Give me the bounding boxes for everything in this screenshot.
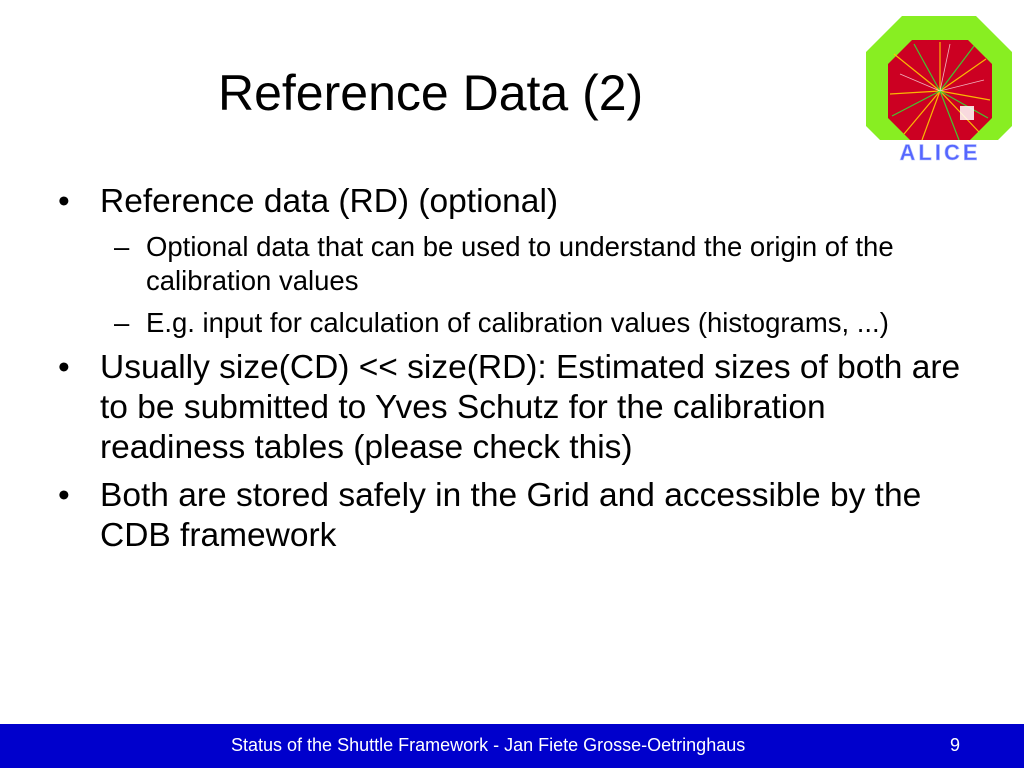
sub-bullet-marker: –	[114, 231, 130, 262]
alice-logo-lettering: ALICE	[899, 140, 981, 162]
sub-bullet-marker: –	[114, 307, 130, 338]
sub-bullet-input-example	[58, 306, 978, 340]
bullet-sizes: • Usually size(CD) << size(RD): Estimated sizes of both are to be submitted to Yves Schutz for the calibration readiness tables (please check this)	[58, 348, 978, 468]
page-number: 9	[950, 735, 961, 755]
footer-text: Status of the Shuttle Framework - Jan Fiete Grosse-Oetringhaus	[231, 735, 746, 755]
slide-title: Reference Data (2)	[218, 65, 644, 121]
slide-content	[58, 182, 978, 564]
sub-bullet-optional-data	[58, 230, 978, 298]
sub-bullet-text: Optional data that can be used to understand the origin of the calibration values	[146, 231, 894, 296]
bullet-storage: • Both are stored safely in the Grid and accessible by the CDB framework	[58, 476, 978, 556]
alice-logo-icon	[864, 14, 1016, 162]
bullet-reference-data: • Reference data (RD) (optional)	[58, 182, 978, 222]
sub-bullet-text: E.g. input for calculation of calibration values (histograms, ...)	[146, 307, 889, 338]
footer-bar	[0, 724, 1024, 768]
